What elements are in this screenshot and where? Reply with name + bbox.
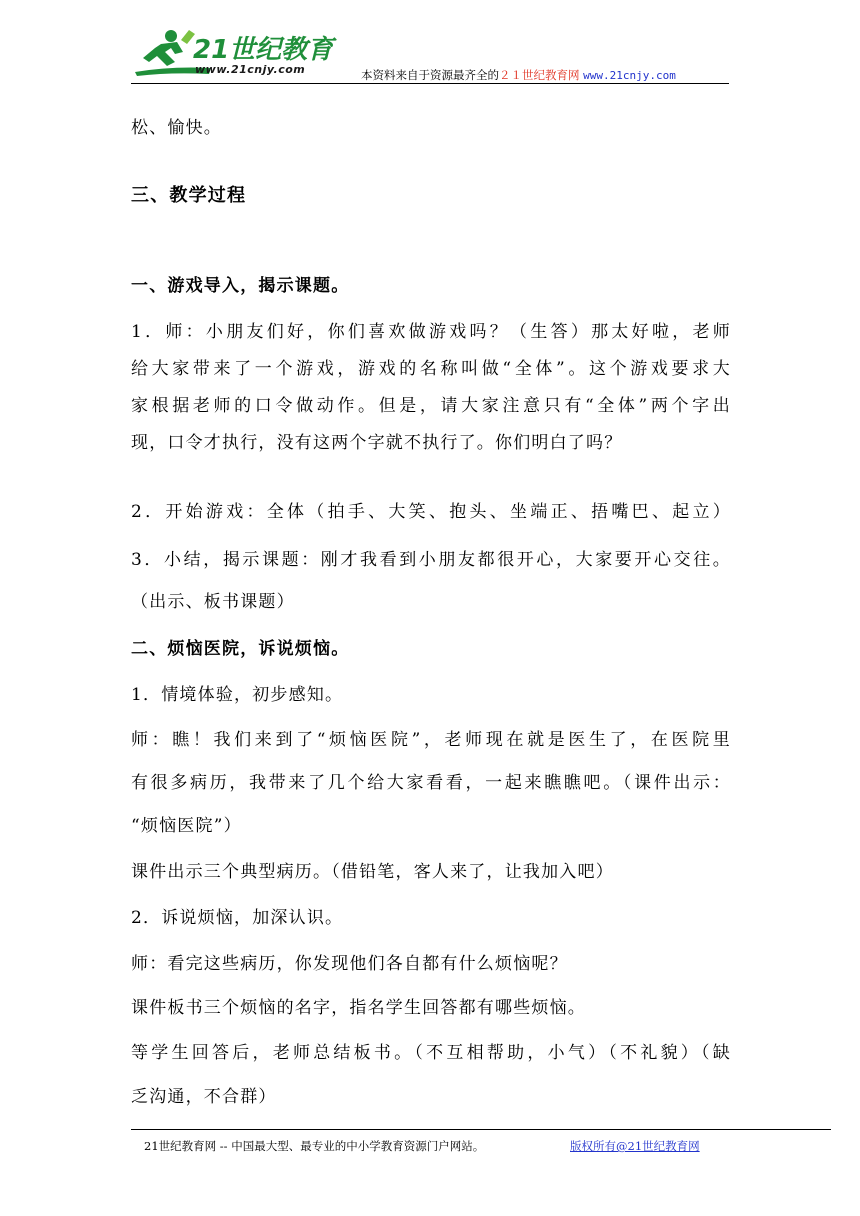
site-logo[interactable] xyxy=(131,22,341,82)
paragraph-line: 现，口令才执行，没有这两个字就不执行了。你们明白了吗？ xyxy=(131,433,623,453)
logo-text: 21世纪教育 xyxy=(193,35,334,65)
paragraph-line: “烦恼医院”） xyxy=(131,816,242,836)
paragraph-line: 1．师：小朋友们好，你们喜欢做游戏吗？（生答）那太好啦，老师 xyxy=(131,322,731,342)
footer-copyright-link[interactable]: 版权所有@21世纪教育网 xyxy=(570,1139,700,1153)
paragraph-line: 给大家带来了一个游戏，游戏的名称叫做“全体”。这个游戏要求大 xyxy=(131,359,731,379)
paragraph-line: 3．小结，揭示课题：刚才我看到小朋友都很开心，大家要开心交往。 xyxy=(131,550,731,570)
paragraph-line: 松、愉快。 xyxy=(131,118,222,138)
header-source-text xyxy=(361,67,676,83)
paragraph-line: 课件出示三个典型病历。（借铅笔，客人来了，让我加入吧） xyxy=(131,862,614,882)
footer-divider xyxy=(131,1129,831,1130)
paragraph-line: 等学生回答后，老师总结板书。（不互相帮助，小气）（不礼貌）（缺 xyxy=(131,1043,731,1063)
paragraph-line: 师：瞧！我们来到了“烦恼医院”，老师现在就是医生了，在医院里 xyxy=(131,730,731,750)
header-source-url[interactable]: www.21cnjy.com xyxy=(583,69,676,82)
paragraph-line: 师：看完这些病历，你发现他们各自都有什么烦恼呢？ xyxy=(131,954,568,974)
paragraph-line: 1．情境体验，初步感知。 xyxy=(131,685,344,705)
subsection-heading: 一、游戏导入，揭示课题。 xyxy=(131,276,350,296)
paragraph-line: 2．开始游戏：全体（拍手、大笑、抱头、坐端正、捂嘴巴、起立） xyxy=(131,502,731,522)
paragraph-line: 乏沟通，不合群） xyxy=(131,1087,277,1107)
paragraph-line: 有很多病历，我带来了几个给大家看看，一起来瞧瞧吧。（课件出示： xyxy=(131,773,731,793)
header-source-prefix: 本资料来自于资源最齐全的 xyxy=(361,68,499,82)
header-source-site[interactable]: ２１世纪教育网 xyxy=(499,68,580,82)
page-header xyxy=(131,22,729,86)
paragraph-line: 课件板书三个烦恼的名字，指名学生回答都有哪些烦恼。 xyxy=(131,998,586,1018)
footer-site-description: 21世纪教育网 -- 中国最大型、最专业的中小学教育资源门户网站。 xyxy=(144,1139,485,1153)
logo-url: www.21cnjy.com xyxy=(195,63,306,76)
paragraph-line: 家根据老师的口令做动作。但是，请大家注意只有“全体”两个字出 xyxy=(131,396,731,416)
paragraph-line: （出示、板书课题） xyxy=(131,592,295,612)
paragraph-line: 2．诉说烦恼，加深认识。 xyxy=(131,908,344,928)
header-divider xyxy=(131,83,729,84)
section-heading: 三、教学过程 xyxy=(131,185,247,206)
subsection-heading: 二、烦恼医院，诉说烦恼。 xyxy=(131,639,350,659)
